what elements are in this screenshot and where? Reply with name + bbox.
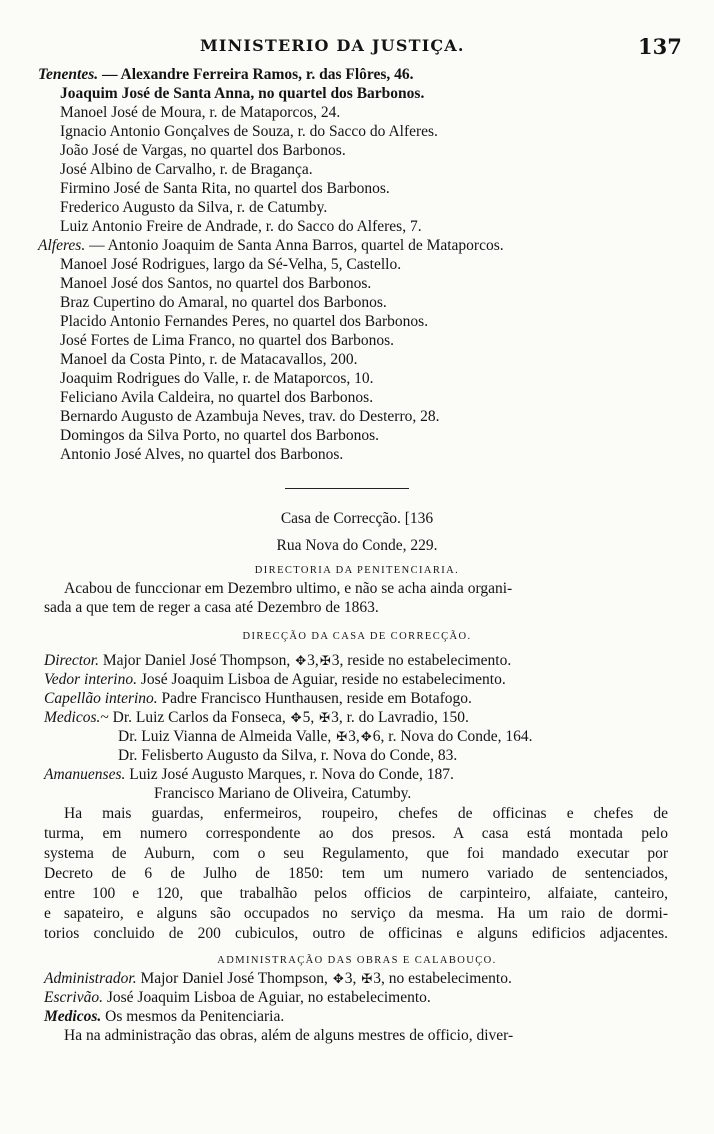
- list-item: José Fortes de Lima Franco, no quartel dos Barbonos.: [60, 332, 395, 349]
- christ-order-icon: ✠: [336, 729, 348, 744]
- rose-order-icon: ✥: [360, 729, 372, 744]
- list-item: Firmino José de Santa Rita, no quartel dos Barbonos.: [60, 180, 390, 197]
- paragraph-line: turma, em numero correspondente ao dos presos. A casa está montada pelo: [44, 825, 668, 842]
- list-item: Manoel da Costa Pinto, r. de Matacavallos, 200.: [60, 351, 358, 368]
- escrivao-line: Escrivão. José Joaquim Lisboa de Aguiar, no estabelecimento.: [44, 989, 431, 1006]
- list-item: Manoel José dos Santos, no quartel dos Barbonos.: [60, 275, 372, 292]
- admin-medicos-line: Medicos. Os mesmos da Penitenciaria.: [44, 1008, 285, 1025]
- list-item: João José de Vargas, no quartel dos Barbonos.: [60, 142, 346, 159]
- list-item: Placido Antonio Fernandes Peres, no quartel dos Barbonos.: [60, 313, 429, 330]
- list-item: Feliciano Avila Caldeira, no quartel dos Barbonos.: [60, 389, 374, 406]
- text-line: Acabou de funccionar em Dezembro ultimo, e não se acha ainda organi-: [64, 580, 513, 597]
- subsection-heading: DIRECÇÃO DA CASA DE CORRECÇÃO.: [242, 631, 472, 642]
- list-item: Luiz Antonio Freire de Andrade, r. do Sacco do Alferes, 7.: [60, 218, 422, 235]
- paragraph-line: Decreto de 6 de Julho de 1850: tem um numero variado de sentenciados,: [44, 865, 668, 882]
- list-item: Joaquim Rodrigues do Valle, r. de Mataporcos, 10.: [60, 370, 374, 387]
- paragraph-line: entre 100 e 120, que trabalhão pelos officios de carpinteiro, alfaiate, canteiro,: [44, 885, 668, 902]
- amanuenses-line: Francisco Mariano de Oliveira, Catumby.: [154, 785, 412, 802]
- running-header: [0, 34, 714, 64]
- medicos-line: Medicos.~ Dr. Luiz Carlos da Fonseca, ✥5, ✠3, r. do Lavradio, 150.: [44, 709, 469, 726]
- section-title: Casa de Correcção. [136: [280, 510, 434, 527]
- page-title: MINISTERIO DA JUSTIÇA.: [200, 36, 465, 55]
- list-item: Domingos da Silva Porto, no quartel dos Barbonos.: [60, 427, 380, 444]
- list-item: Tenentes. — Alexandre Ferreira Ramos, r. das Flôres, 46.: [38, 66, 414, 83]
- list-item: Joaquim José de Santa Anna, no quartel dos Barbonos.: [60, 85, 425, 102]
- paragraph-line: systema de Auburn, com o seu Regulamento, que foi mandado executar por: [44, 845, 668, 862]
- paragraph-line: torios concluido de 200 cubiculos, outro de officinas e alguns edificios adjacentes.: [44, 925, 668, 942]
- vedor-line: Vedor interino. José Joaquim Lisboa de Aguiar, reside no estabelecimento.: [44, 671, 506, 688]
- list-item: Braz Cupertino do Amaral, no quartel dos Barbonos.: [60, 294, 387, 311]
- subsection-heading: DIRECTORIA DA PENITENCIARIA.: [254, 565, 460, 576]
- rose-order-icon: ✥: [290, 710, 302, 725]
- list-item: Manoel José Rodrigues, largo da Sé-Velha, 5, Castello.: [60, 256, 402, 273]
- section-address: Rua Nova do Conde, 229.: [276, 537, 438, 554]
- medicos-line: Dr. Felisberto Augusto da Silva, r. Nova do Conde, 83.: [118, 747, 458, 764]
- text-line: sada a que tem de reger a casa até Dezembro de 1863.: [44, 599, 379, 616]
- christ-order-icon: ✠: [319, 653, 331, 668]
- section-divider: [285, 488, 409, 489]
- medicos-line: Dr. Luiz Vianna de Almeida Valle, ✠3,✥6, r. Nova do Conde, 164.: [118, 728, 533, 745]
- rose-order-icon: ✥: [332, 971, 344, 986]
- paragraph-line: Ha mais guardas, enfermeiros, roupeiro, chefes de officinas e chefes de: [64, 805, 668, 822]
- rose-order-icon: ✥: [295, 653, 307, 668]
- list-item: José Albino de Carvalho, r. de Bragança.: [60, 161, 313, 178]
- text-line: Ha na administração das obras, além de alguns mestres de officio, diver-: [64, 1027, 514, 1044]
- list-item: Ignacio Antonio Gonçalves de Souza, r. do Sacco do Alferes.: [60, 123, 438, 140]
- list-item: Manoel José de Moura, r. de Mataporcos, 24.: [60, 104, 341, 121]
- director-line: Director. Major Daniel José Thompson, ✥3,✠3, reside no estabelecimento.: [44, 652, 512, 669]
- page-number: 137: [638, 34, 682, 59]
- subsection-heading: ADMINISTRAÇÃO DAS OBRAS E CALABOUÇO.: [217, 955, 497, 966]
- amanuenses-line: Amanuenses. Luiz José Augusto Marques, r. Nova do Conde, 187.: [44, 766, 454, 783]
- administrador-line: Administrador. Major Daniel José Thompson, ✥3, ✠3, no estabelecimento.: [44, 970, 512, 987]
- list-item: Antonio José Alves, no quartel dos Barbonos.: [60, 446, 344, 463]
- christ-order-icon: ✠: [319, 710, 331, 725]
- christ-order-icon: ✠: [361, 971, 373, 986]
- list-item: Frederico Augusto da Silva, r. de Catumby.: [60, 199, 328, 216]
- list-item: Bernardo Augusto de Azambuja Neves, trav. do Desterro, 28.: [60, 408, 440, 425]
- paragraph-line: e sapateiro, e alguns são occupados no serviço da mesma. Ha um raio de dormi-: [44, 905, 668, 922]
- capellao-line: Capellão interino. Padre Francisco Hunthausen, reside em Botafogo.: [44, 690, 472, 707]
- list-item: Alferes. — Antonio Joaquim de Santa Anna Barros, quartel de Mataporcos.: [38, 237, 504, 254]
